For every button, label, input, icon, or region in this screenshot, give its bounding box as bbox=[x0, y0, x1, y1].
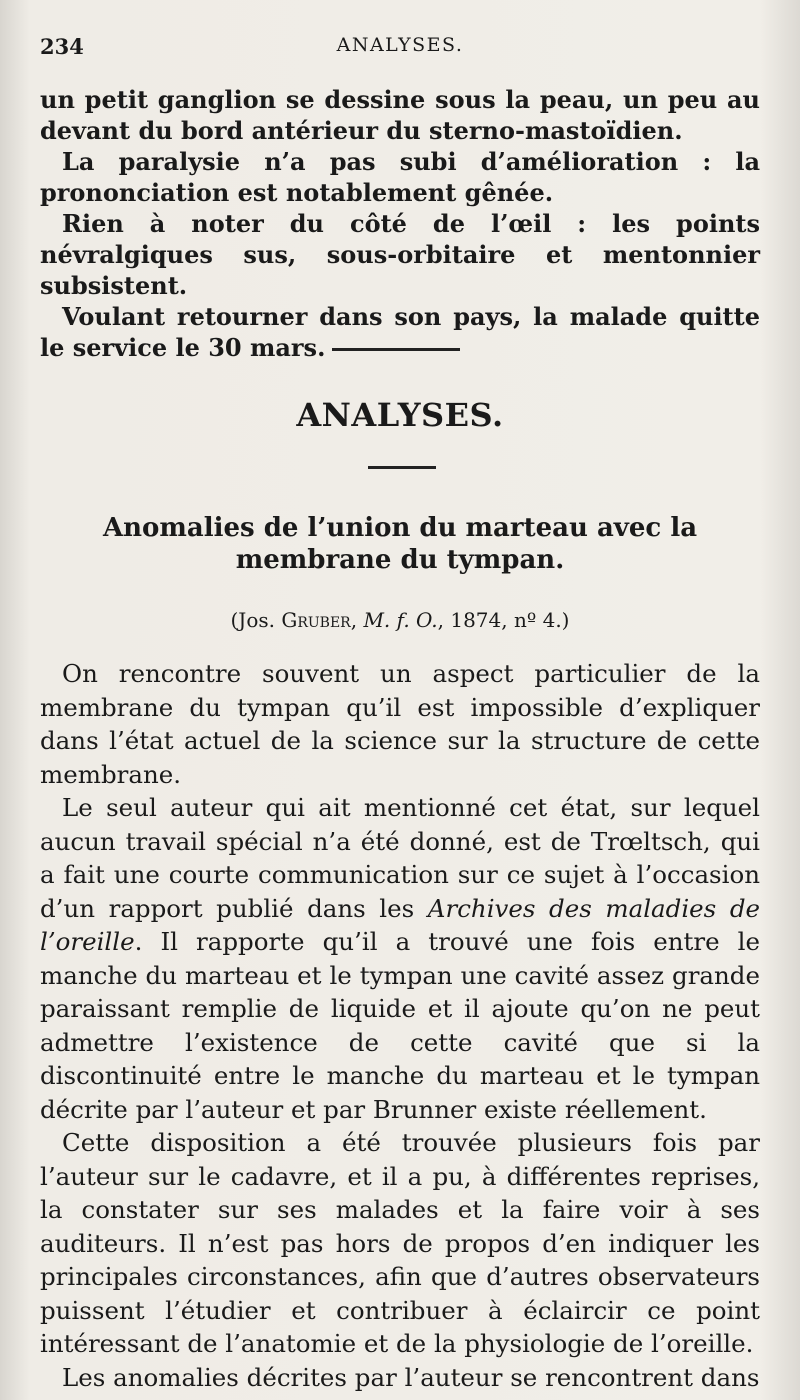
article-body bbox=[40, 657, 760, 1394]
citation-author: Gruber bbox=[281, 608, 351, 632]
paragraph: Cette disposition a été trouvée plusieurs fois par l’auteur sur le cadavre, et il a pu, à différentes reprises, la constater sur ses malades et la faire voir à ses auditeurs. Il n’est pas hors de propos d’en indiquer les principales circonstances, afin que d’autres observateurs puissent l’étudier et contribuer à éclaircir ce point intéressant de l’anatomie et de la physiologie de l’oreille. bbox=[40, 1128, 760, 1358]
running-head: ANALYSES. bbox=[336, 34, 464, 56]
paragraph: Rien à noter du côté de l’œil : les points névralgiques sus, sous-orbitaire et mentonnier subsistent. bbox=[40, 209, 760, 300]
paragraph: un petit ganglion se dessine sous la peau, un peu au devant du bord antérieur du sterno-mastoïdien. bbox=[40, 85, 760, 145]
citation-journal: M. f. O. bbox=[363, 608, 438, 632]
citation-open: (Jos. bbox=[230, 608, 282, 632]
paragraph bbox=[40, 791, 760, 1126]
paragraph: Les anomalies décrites par l’auteur se rencontrent dans bbox=[62, 1362, 760, 1392]
paragraph: On rencontre souvent un aspect particulier de la membrane du tympan qu’il est impossible d’expliquer dans l’état actuel de la science sur la structure de cette membrane. bbox=[40, 659, 760, 789]
page-number: 234 bbox=[40, 34, 84, 59]
section-divider bbox=[332, 348, 460, 351]
paragraph: La paralysie n’a pas subi d’amélioration : la prononciation est notablement gênée. bbox=[40, 147, 760, 207]
citation-details: , 1874, nº 4.) bbox=[437, 608, 570, 632]
page-header bbox=[40, 34, 760, 64]
citation-separator: , bbox=[350, 608, 364, 632]
article-citation bbox=[40, 608, 760, 632]
paragraph-text: Le seul auteur qui ait mentionné cet état, sur lequel aucun travail spécial n’a été donné, est de Trœltsch, qui a fait une courte communication sur ce sujet à l’occasion d’un rapport publié dans les bbox=[40, 793, 760, 923]
article-title: Anomalies de l’union du marteau avec la membrane du tympan. bbox=[102, 513, 698, 575]
paragraph-text: . Il rapporte qu’il a trouvé une fois entre le manche du marteau et le tympan une cavité assez grande paraissant remplie de liquide et il ajoute qu’on ne peut admettre l’existence de cette cavité que si la discontinuité entre le manche du marteau et le tympan décrite par l’auteur et par Brunner existe réellement. bbox=[40, 927, 760, 1124]
journal-title: Archives des maladies de l’oreille bbox=[40, 893, 761, 956]
title-divider bbox=[368, 466, 436, 469]
paragraph: Voulant retourner dans son pays, la malade quitte le service le 30 mars. bbox=[40, 302, 760, 362]
previous-article-text bbox=[40, 84, 760, 363]
section-title: ANALYSES. bbox=[296, 396, 504, 434]
